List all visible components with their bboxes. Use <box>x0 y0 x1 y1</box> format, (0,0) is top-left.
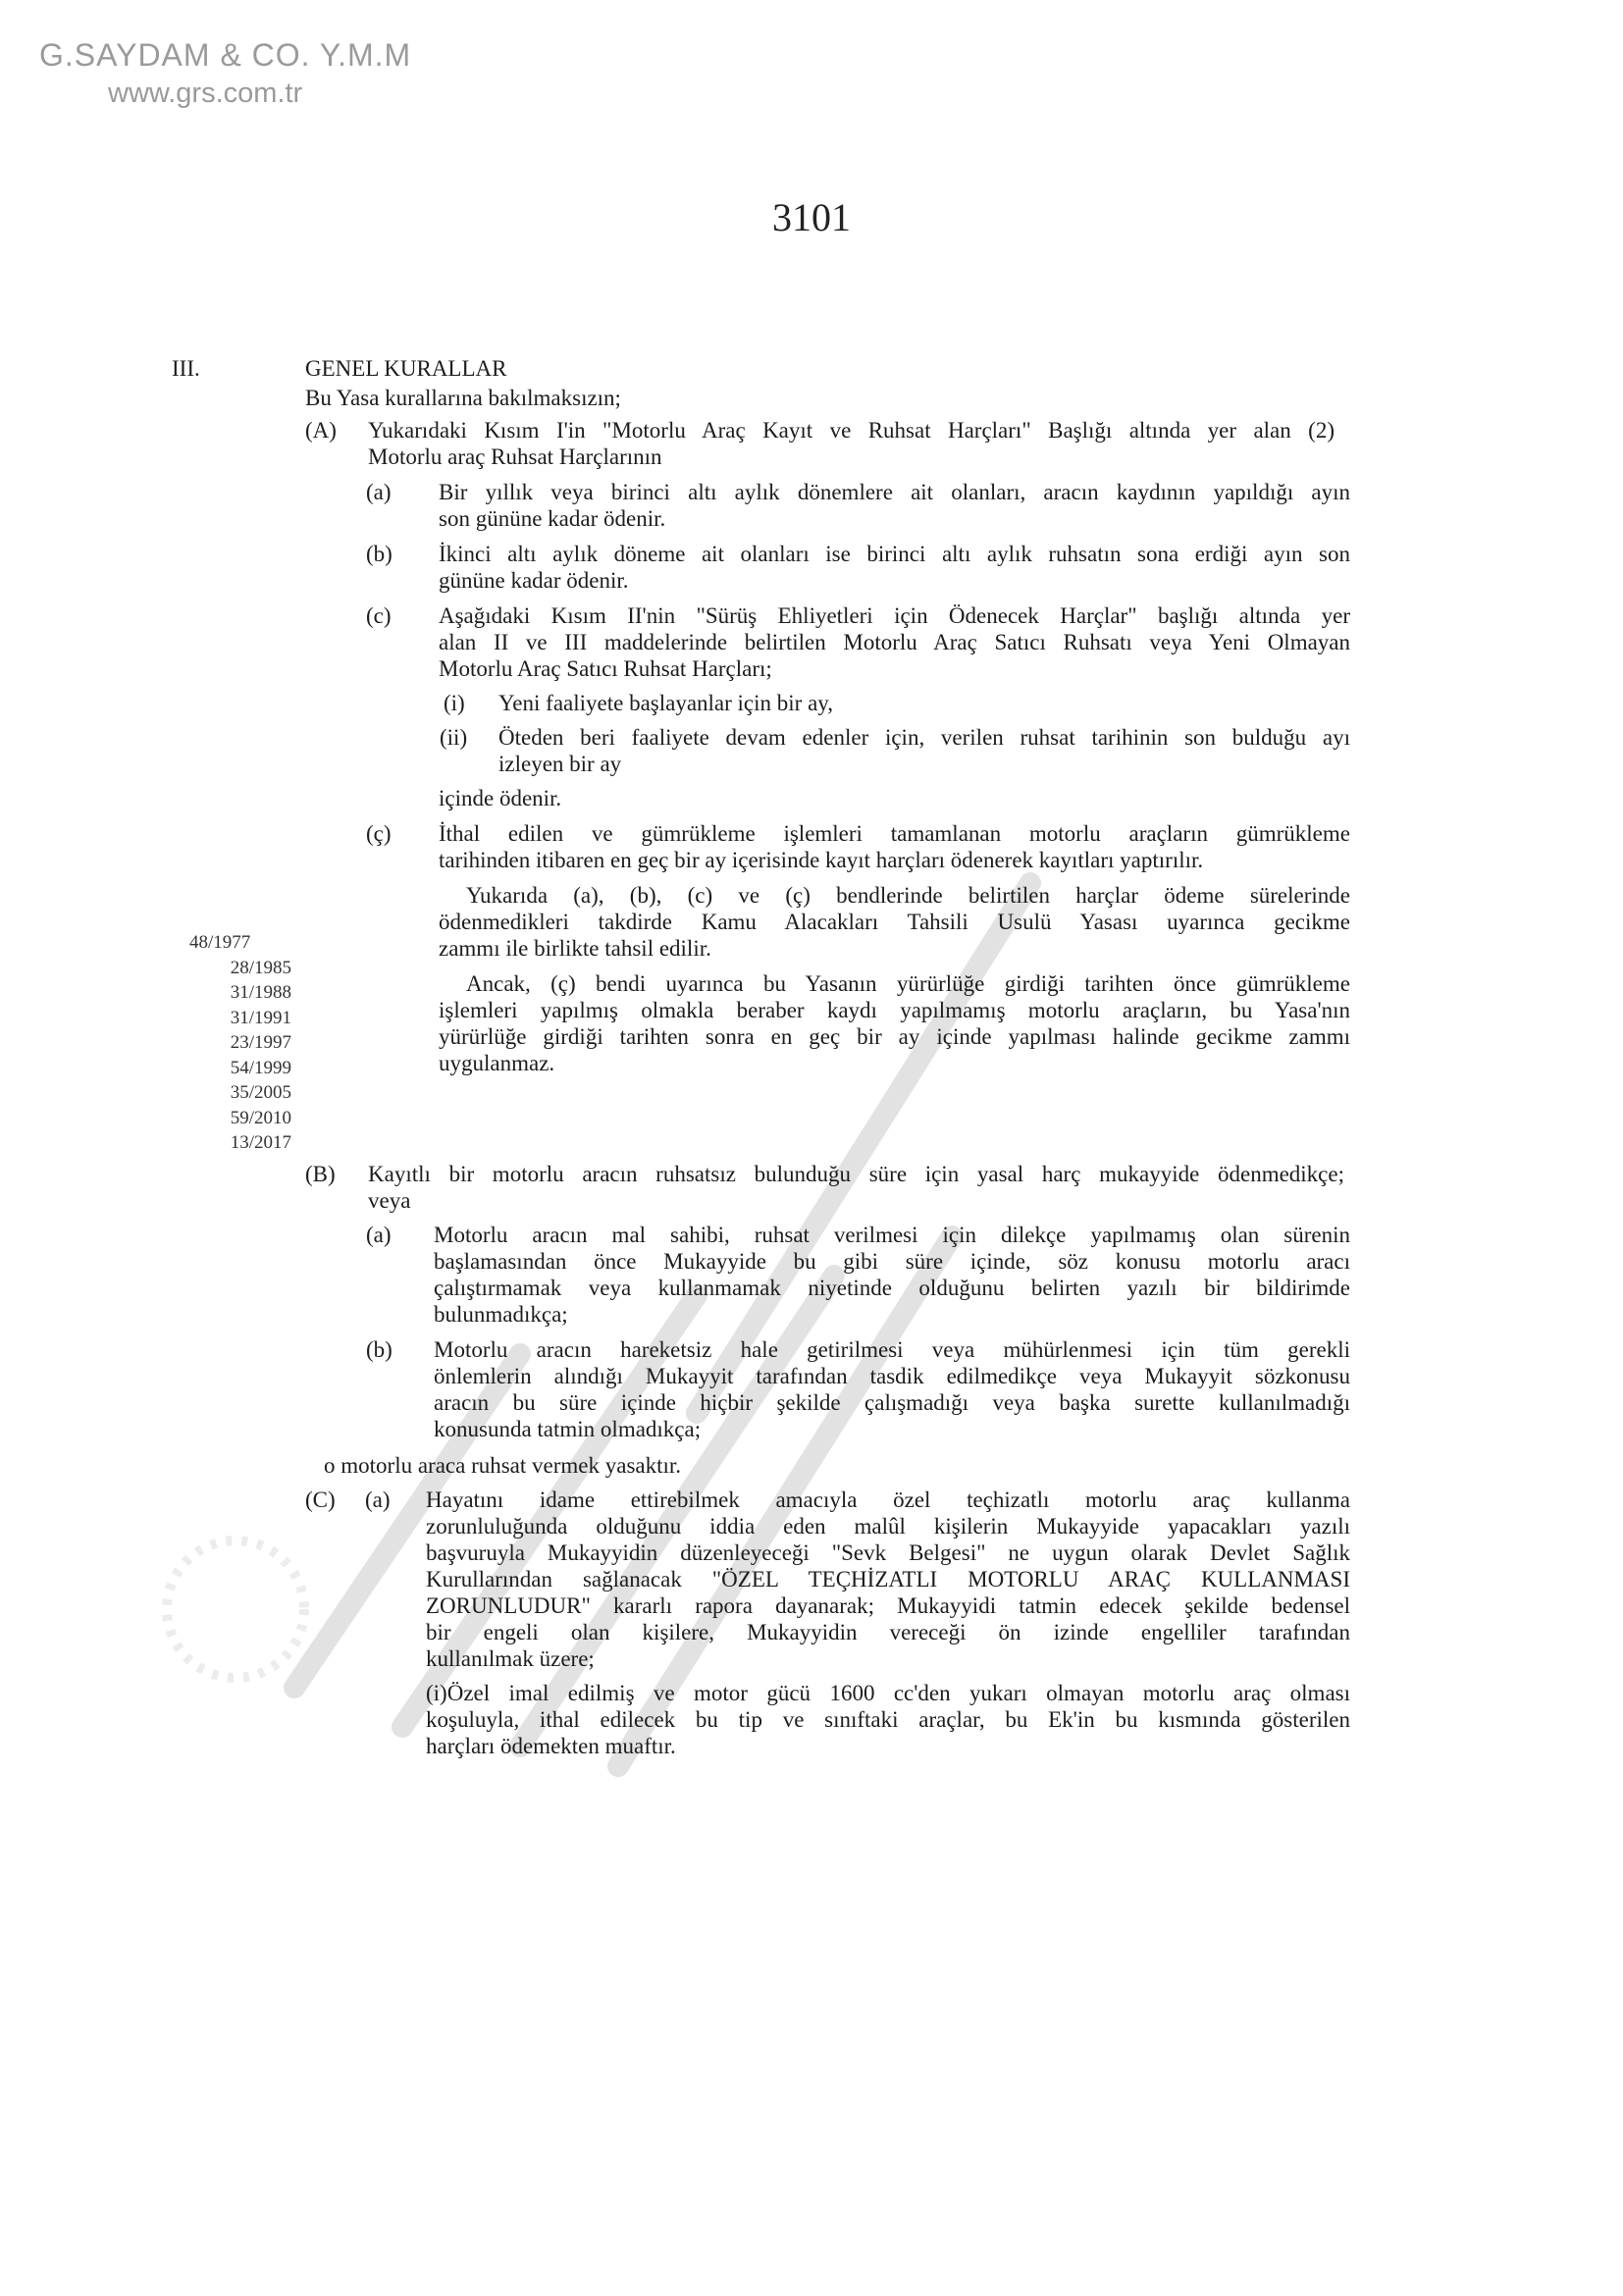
section-title: GENEL KURALLAR <box>305 356 507 381</box>
clause-a-c-i-text: Yeni faaliyete başlayanlar için bir ay, <box>498 691 834 715</box>
clause-a-para2-line: Ancak, (ç) bendi uyarınca bu Yasanın yürürlüğe girdiği tarihten önce gümrükleme <box>466 971 1350 996</box>
clause-b-b-line: Motorlu aracın hareketsiz hale getirilmesi veya mühürlenmesi için tüm gerekli <box>434 1337 1350 1362</box>
clause-a-a-label: (a) <box>366 480 392 504</box>
margin-ref: 13/2017 <box>230 1132 291 1153</box>
margin-ref: 31/1991 <box>230 1007 291 1028</box>
clause-b-a-line: başlamasından önce Mukayyide bu gibi süre içinde, söz konusu motorlu aracı <box>434 1249 1350 1274</box>
clause-a-para2-line: yürürlüğe girdiği tarihten sonra en geç bir ay içinde yapılması halinde gecikme zammı <box>439 1024 1350 1049</box>
clause-a-c-closing: içinde ödenir. <box>439 786 562 810</box>
clause-c-line: Kurullarından sağlanacak "ÖZEL TEÇHİZATLI MOTORLU ARAÇ KULLANMASI <box>426 1567 1350 1592</box>
clause-a-c-ii-line: izleyen bir ay <box>498 752 622 776</box>
clause-a-b-label: (b) <box>366 542 393 566</box>
clause-a-b-line: gününe kadar ödenir. <box>439 568 629 593</box>
clause-c-i-line: (i)Özel imal edilmiş ve motor gücü 1600 cc'den yukarı olmayan motorlu araç olması <box>426 1681 1350 1705</box>
clause-c-line: zorunluluğunda olduğunu iddia eden malûl kişilerin Mukayyide yapacakları yazılı <box>426 1514 1350 1539</box>
margin-ref: 35/2005 <box>230 1082 291 1103</box>
margin-ref: 28/1985 <box>230 957 291 978</box>
firm-website: www.grs.com.tr <box>108 78 303 109</box>
firm-header <box>39 37 411 110</box>
clause-c-line: ZORUNLUDUR" kararlı rapora dayanarak; Mukayyidi tatmin edecek şekilde bedensel <box>426 1593 1350 1618</box>
clause-a-c-line: alan II ve III maddelerinde belirtilen Motorlu Araç Satıcı Ruhsatı veya Yeni Olmayan <box>439 630 1350 654</box>
page-number: 3101 <box>772 195 851 239</box>
clause-a-a-line: Bir yıllık veya birinci altı aylık dönemlere ait olanları, aracın kaydının yapıldığı ayın <box>439 480 1350 504</box>
clause-c-line: başvuruyla Mukayyidin düzenleyeceği "Sevk Belgesi" ne uygun olarak Devlet Sağlık <box>426 1540 1350 1565</box>
clause-c-line: Hayatını idame ettirebilmek amacıyla özel teçhizatlı motorlu araç kullanma <box>426 1487 1350 1512</box>
clause-b-a-line: çalıştırmamak veya kullanmamak niyetinde olduğunu belirten yazılı bir bildirimde <box>434 1276 1350 1300</box>
clause-b-a-line: bulunmadıkça; <box>434 1302 568 1327</box>
clause-b-b-line: aracın bu süre içinde hiçbir şekilde çalışmadığı veya başka surette kullanılmadığı <box>434 1390 1350 1415</box>
clause-a-c-ii-line: Öteden beri faaliyete devam edenler için, verilen ruhsat tarihinin son bulduğu ayı <box>498 725 1350 750</box>
clause-c-a-label: (a) <box>365 1487 391 1512</box>
clause-c-line: bir engeli olan kişilere, Mukayyidin vereceği ön izinde engelliler tarafından <box>426 1620 1350 1644</box>
clause-a-label: (A) <box>305 418 337 443</box>
clause-a-cc-label: (ç) <box>366 821 392 846</box>
clause-c-line: kullanılmak üzere; <box>426 1646 595 1671</box>
clause-a-cc-line: İthal edilen ve gümrükleme işlemleri tamamlanan motorlu araçların gümrükleme <box>439 821 1350 846</box>
clause-a-para2-line: işlemleri yapılmış olmakla beraber kaydı yapılmamış motorlu araçların, bu Yasa'nın <box>439 998 1350 1022</box>
clause-b-b-line: konusunda tatmin olmadıkça; <box>434 1417 702 1441</box>
margin-ref: 31/1988 <box>230 982 291 1003</box>
clause-b-line: veya <box>368 1188 411 1213</box>
clause-b-a-label: (a) <box>366 1223 392 1247</box>
section-roman: III. <box>172 356 200 381</box>
clause-c-i-line: harçları ödemekten muaftır. <box>426 1734 676 1758</box>
clause-c-i-line: koşuluyla, ithal edilecek bu tip ve sınıftaki araçlar, bu Ek'in bu kısmında gösterilen <box>426 1707 1350 1732</box>
clause-a-line: Yukarıdaki Kısım I'in "Motorlu Araç Kayıt ve Ruhsat Harçları" Başlığı altında yer alan (2) <box>368 418 1335 443</box>
clause-a-c-ii-label: (ii) <box>440 725 468 750</box>
clause-a-para1-line: Yukarıda (a), (b), (c) ve (ç) bendlerinde belirtilen harçlar ödeme sürelerinde <box>466 883 1350 908</box>
clause-a-para2-line: uygulanmaz. <box>439 1051 555 1075</box>
clause-a-c-line: Motorlu Araç Satıcı Ruhsat Harçları; <box>439 656 772 681</box>
firm-name: G.SAYDAM & CO. Y.M.M <box>39 37 412 73</box>
clause-a-a-line: son gününe kadar ödenir. <box>439 506 666 531</box>
margin-ref: 48/1977 <box>189 932 251 953</box>
clause-a-para1-line: ödenmedikleri takdirde Kamu Alacakları Tahsili Usulü Yasası uyarınca gecikme <box>439 910 1350 934</box>
clause-a-c-line: Aşağıdaki Kısım II'nin "Sürüş Ehliyetleri için Ödenecek Harçlar" başlığı altında yer <box>439 603 1350 628</box>
margin-amendment-refs <box>189 930 291 1156</box>
margin-ref: 23/1997 <box>230 1032 291 1053</box>
clause-b-b-line: önlemlerin alındığı Mukayyit tarafından tasdik edilmedikçe veya Mukayyit sözkonusu <box>434 1364 1350 1388</box>
clause-b-b-label: (b) <box>366 1337 393 1362</box>
clause-a-c-i-label: (i) <box>444 691 465 715</box>
clause-a-line: Motorlu araç Ruhsat Harçlarının <box>368 444 662 469</box>
clause-c-label: (C) <box>305 1487 336 1512</box>
clause-a-cc-line: tarihinden itibaren en geç bir ay içerisinde kayıt harçları ödenerek kayıtları yaptırılır. <box>439 848 1204 872</box>
section-intro: Bu Yasa kurallarına bakılmaksızın; <box>305 386 621 410</box>
clause-b-closing: o motorlu araca ruhsat vermek yasaktır. <box>324 1453 682 1478</box>
clause-b-a-line: Motorlu aracın mal sahibi, ruhsat verilmesi için dilekçe yapılmamış olan sürenin <box>434 1223 1350 1247</box>
clause-a-para1-line: zammı ile birlikte tahsil edilir. <box>439 936 711 961</box>
margin-ref: 54/1999 <box>230 1057 291 1078</box>
clause-a-c-label: (c) <box>366 603 392 628</box>
clause-b-line: Kayıtlı bir motorlu aracın ruhsatsız bulunduğu süre için yasal harç mukayyide ödenmedikçe; <box>368 1162 1344 1186</box>
clause-b-label: (B) <box>305 1162 336 1186</box>
clause-a-b-line: İkinci altı aylık döneme ait olanları ise birinci altı aylık ruhsatın sona erdiği ayın son <box>439 542 1350 566</box>
margin-ref: 59/2010 <box>230 1107 291 1128</box>
